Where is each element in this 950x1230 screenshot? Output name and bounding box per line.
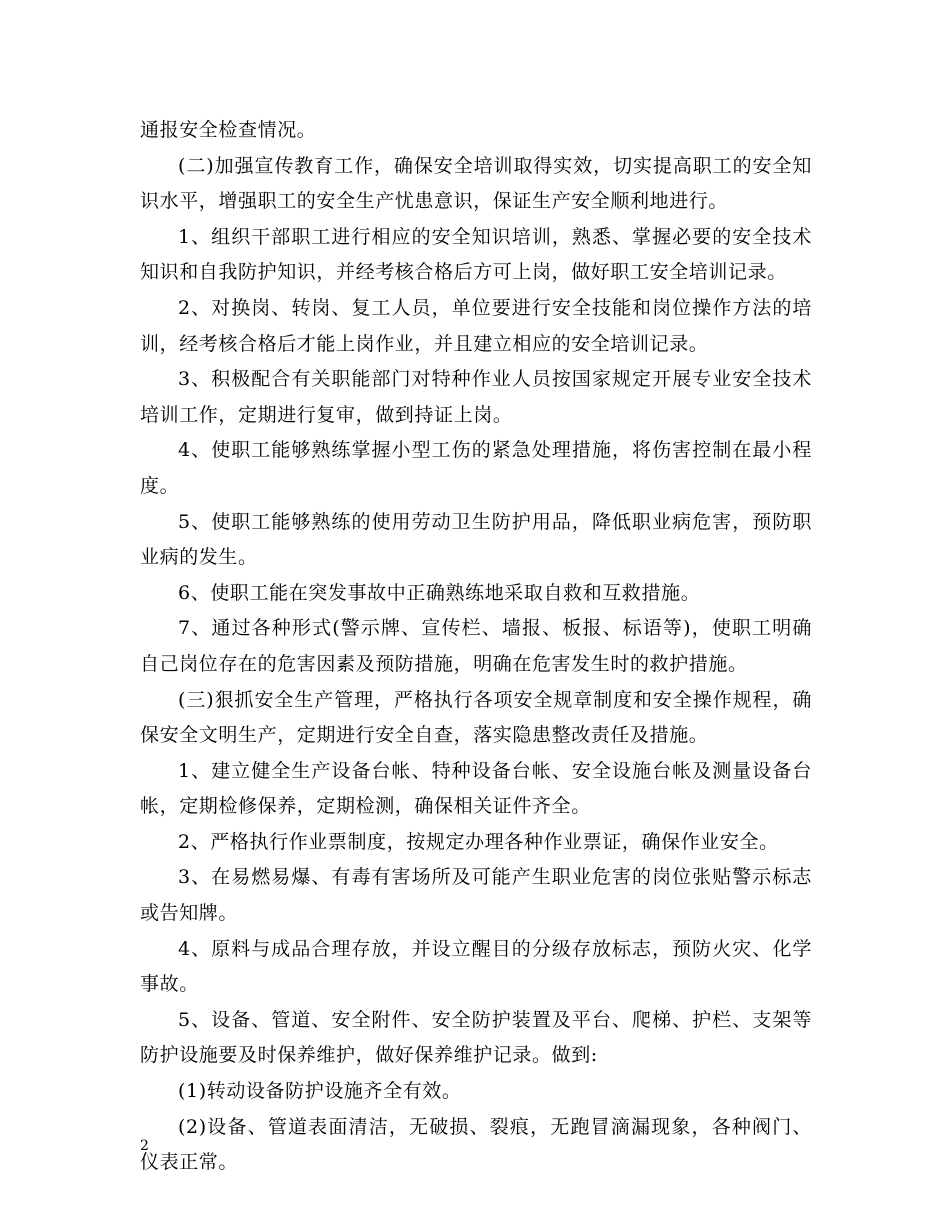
paragraph: 4、使职工能够熟练掌握小型工伤的紧急处理措施，将伤害控制在最小程度。	[140, 439, 812, 497]
paragraph: 5、设备、管道、安全附件、安全防护装置及平台、爬梯、护栏、支架等防护设施要及时保养维护，做好保养维护记录。做到:	[140, 1008, 812, 1067]
paragraph: (1)转动设备防护设施齐全有效。	[178, 1080, 462, 1103]
paragraph: 3、在易燃易爆、有毒有害场所及可能产生职业危害的岗位张贴警示标志或告知牌。	[140, 866, 812, 925]
paragraph: 1、建立健全生产设备台帐、特种设备台帐、安全设施台帐及测量设备台帐，定期检修保养，定期检测，确保相关证件齐全。	[140, 759, 812, 818]
paragraph: 2、严格执行作业票制度，按规定办理各种作业票证，确保作业安全。	[178, 830, 779, 853]
paragraph: (2)设备、管道表面清洁，无破损、裂痕，无跑冒滴漏现象，各种阀门、仪表正常。	[140, 1115, 812, 1174]
paragraph: 5、使职工能够熟练的使用劳动卫生防护用品，降低职业病危害，预防职业病的发生。	[140, 510, 812, 569]
paragraph: 1、组织干部职工进行相应的安全知识培训，熟悉、掌握必要的安全技术知识和自我防护知识，并经考核合格后方可上岗，做好职工安全培训记录。	[140, 225, 812, 284]
paragraph: (二)加强宣传教育工作，确保安全培训取得实效，切实提高职工的安全知识水平，增强职工的安全生产忧患意识，保证生产安全顺利地进行。	[140, 154, 812, 213]
paragraph: 7、通过各种形式(警示牌、宣传栏、墙报、板报、标语等)，使职工明确自己岗位存在的危害因素及预防措施，明确在危害发生时的救护措施。	[140, 617, 812, 675]
paragraph: 6、使职工能在突发事故中正确熟练地采取自救和互救措施。	[178, 581, 701, 604]
paragraph: 通报安全检查情况。	[140, 119, 317, 141]
paragraph: 3、积极配合有关职能部门对特种作业人员按国家规定开展专业安全技术培训工作，定期进行复审，做到持证上岗。	[140, 368, 812, 426]
paragraph: 4、原料与成品合理存放，并设立醒目的分级存放标志，预防火灾、化学事故。	[140, 937, 812, 996]
paragraph: 2、对换岗、转岗、复工人员，单位要进行安全技能和岗位操作方法的培训，经考核合格后才能上岗作业，并且建立相应的安全培训记录。	[140, 296, 812, 355]
page-number: 2	[140, 1138, 149, 1154]
paragraph: (三)狠抓安全生产管理，严格执行各项安全规章制度和安全操作规程，确保安全文明生产，定期进行安全自查，落实隐患整改责任及措施。	[140, 688, 812, 747]
document-body	[140, 113, 812, 1181]
